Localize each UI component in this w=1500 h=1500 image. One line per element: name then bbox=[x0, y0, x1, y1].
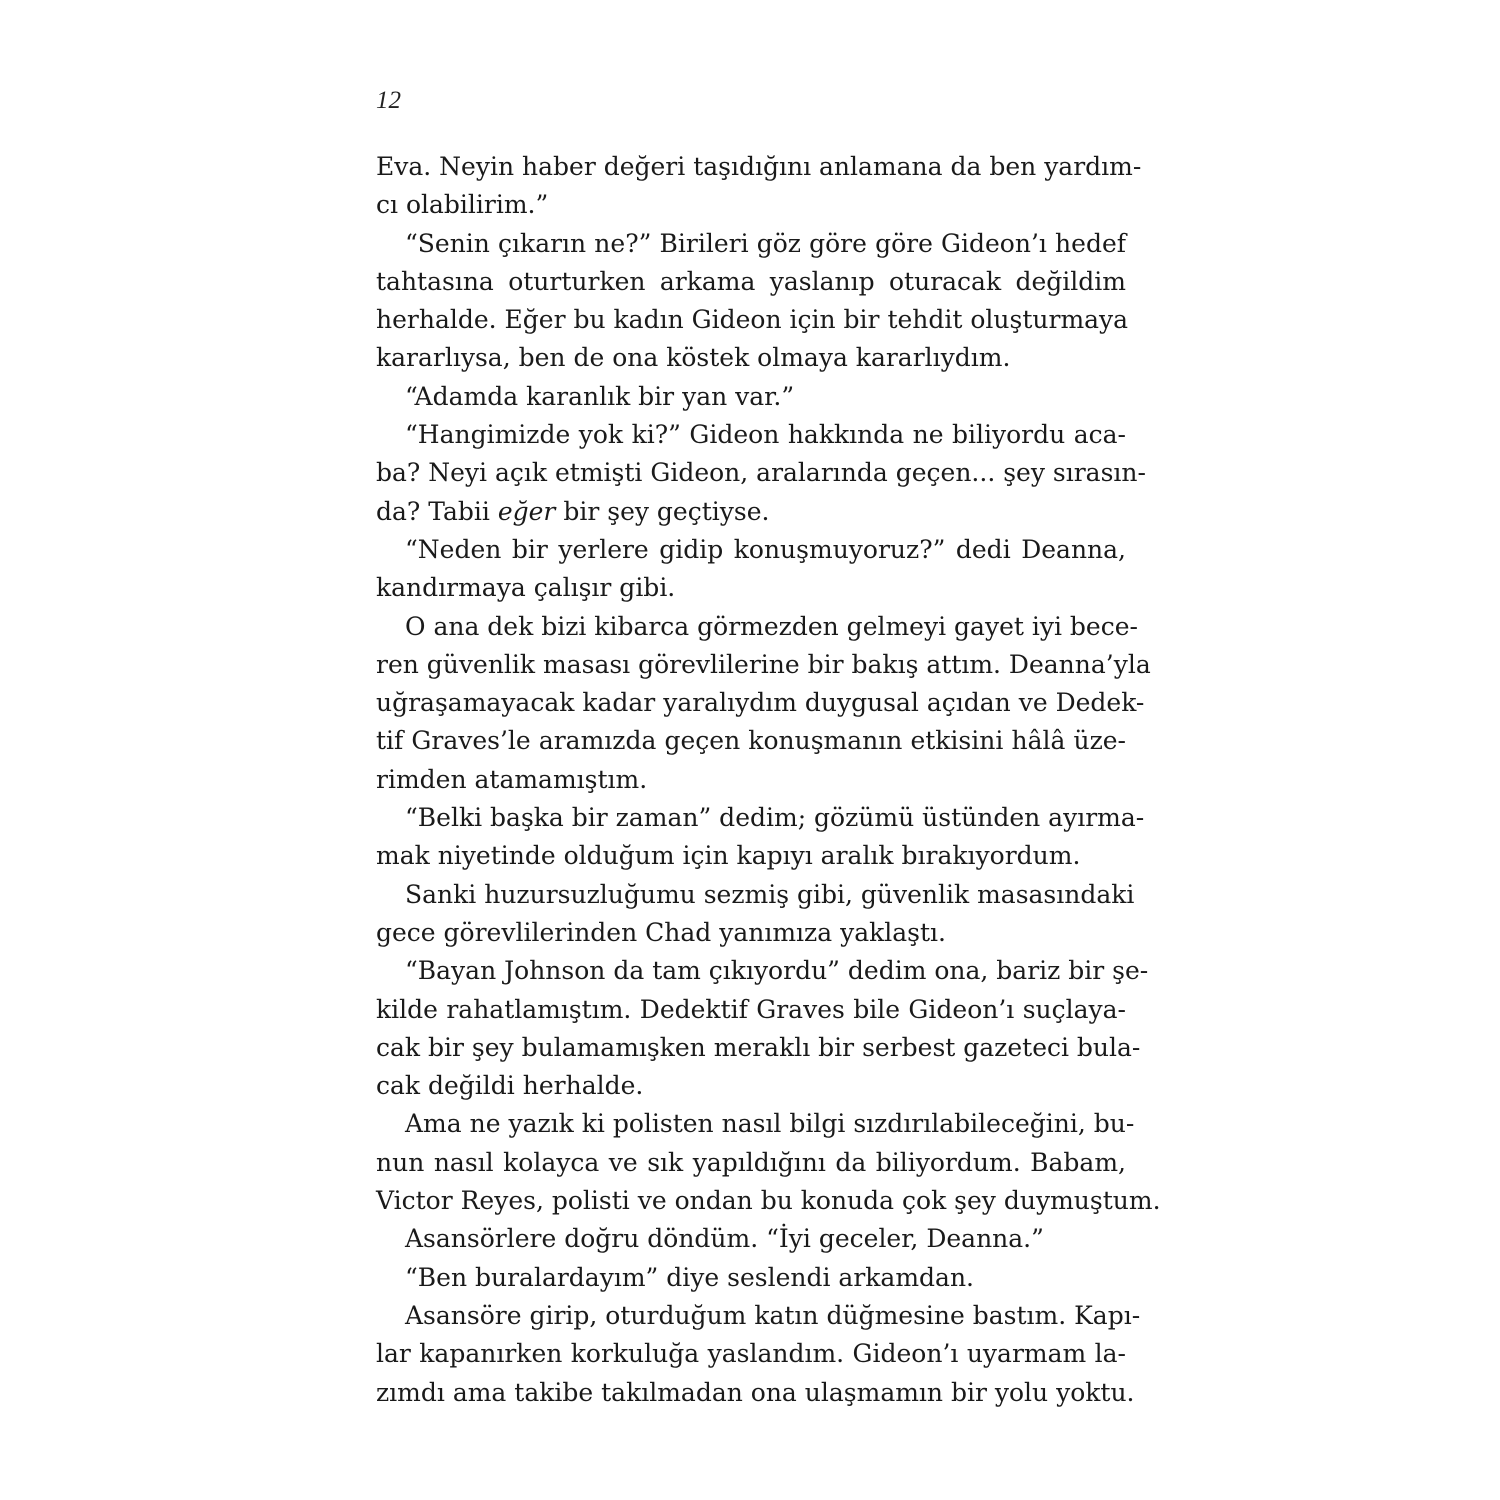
text-line: herhalde. Eğer bu kadın Gideon için bir tehdit oluşturmaya bbox=[376, 305, 1129, 335]
text-line: cak değildi herhalde. bbox=[376, 1071, 644, 1101]
text-line: tif Graves’le aramızda geçen konuşmanın etkisini hâlâ üze- bbox=[376, 726, 1126, 756]
text-line: mak niyetinde olduğum için kapıyı aralık bırakıyordum. bbox=[376, 841, 1081, 871]
text-line: “Ben buralardayım” diye seslendi arkamdan. bbox=[405, 1262, 974, 1292]
text-line: gece görevlilerinden Chad yanımıza yaklaştı. bbox=[376, 917, 946, 947]
text-line: “Bayan Johnson da tam çıkıyordu” dedim ona, bariz bir şe- bbox=[405, 956, 1149, 986]
text-line: kandırmaya çalışır gibi. bbox=[376, 573, 676, 603]
text-line: Victor Reyes, polisti ve ondan bu konuda çok şey duymuştum. bbox=[376, 1186, 1161, 1216]
text-line: ba? Neyi açık etmişti Gideon, aralarında geçen... şey sırasın- bbox=[376, 458, 1146, 488]
text-line: cak bir şey bulamamışken meraklı bir serbest gazeteci bula- bbox=[376, 1032, 1141, 1062]
text-line: lar kapanırken korkuluğa yaslandım. Gideon’ı uyarmam la- bbox=[376, 1339, 1126, 1369]
body-text bbox=[376, 148, 1161, 1412]
text-line: cı olabilirim.” bbox=[376, 190, 549, 220]
text-line: rimden atamamıştım. bbox=[376, 764, 648, 794]
text-line: “Belki başka bir zaman” dedim; gözümü üstünden ayırma- bbox=[405, 803, 1145, 833]
text-line: O ana dek bizi kibarca görmezden gelmeyi gayet iyi bece- bbox=[405, 611, 1138, 641]
text-line: “Hangimizde yok ki?” Gideon hakkında ne biliyordu aca- bbox=[405, 420, 1126, 450]
text-line: Sanki huzursuzluğumu sezmiş gibi, güvenlik masasındaki bbox=[405, 879, 1135, 909]
page-number: 12 bbox=[376, 87, 401, 114]
text-line: Asansöre girip, oturduğum katın düğmesine bastım. Kapı- bbox=[405, 1300, 1141, 1330]
text-line bbox=[376, 493, 1126, 531]
text-line: “Neden bir yerlere gidip konuşmuyoruz?” dedi Deanna, bbox=[405, 534, 1126, 564]
text-line: ren güvenlik masası görevlilerine bir bakış attım. Deanna’yla bbox=[376, 649, 1151, 679]
text-segment: da? Tabii bbox=[376, 496, 498, 526]
text-line: Eva. Neyin haber değeri taşıdığını anlamana da ben yardım- bbox=[376, 152, 1142, 181]
text-line: “Adamda karanlık bir yan var.” bbox=[405, 381, 795, 411]
text-line: tahtasına oturturken arkama yaslanıp oturacak değildim bbox=[376, 266, 1126, 296]
text-line: kilde rahatlamıştım. Dedektif Graves bile Gideon’ı suçlaya- bbox=[376, 994, 1126, 1024]
text-line: zımdı ama takibe takılmadan ona ulaşmamın bir yolu yoktu. bbox=[376, 1377, 1135, 1407]
text-line: Ama ne yazık ki polisten nasıl bilgi sızdırılabileceğini, bu- bbox=[405, 1109, 1135, 1139]
text-line: uğraşamayacak kadar yaralıydım duygusal açıdan ve Dedek- bbox=[376, 688, 1145, 718]
text-line: “Senin çıkarın ne?” Birileri göz göre göre Gideon’ı hedef bbox=[405, 228, 1126, 258]
text-line: kararlıysa, ben de ona köstek olmaya kararlıydım. bbox=[376, 343, 1011, 373]
text-segment: bir şey geçtiyse. bbox=[555, 496, 770, 526]
emphasized-word: eğer bbox=[497, 496, 556, 526]
text-line: nun nasıl kolayca ve sık yapıldığını da biliyordum. Babam, bbox=[376, 1147, 1126, 1177]
text-line: Asansörlere doğru döndüm. “İyi geceler, Deanna.” bbox=[405, 1224, 1044, 1254]
